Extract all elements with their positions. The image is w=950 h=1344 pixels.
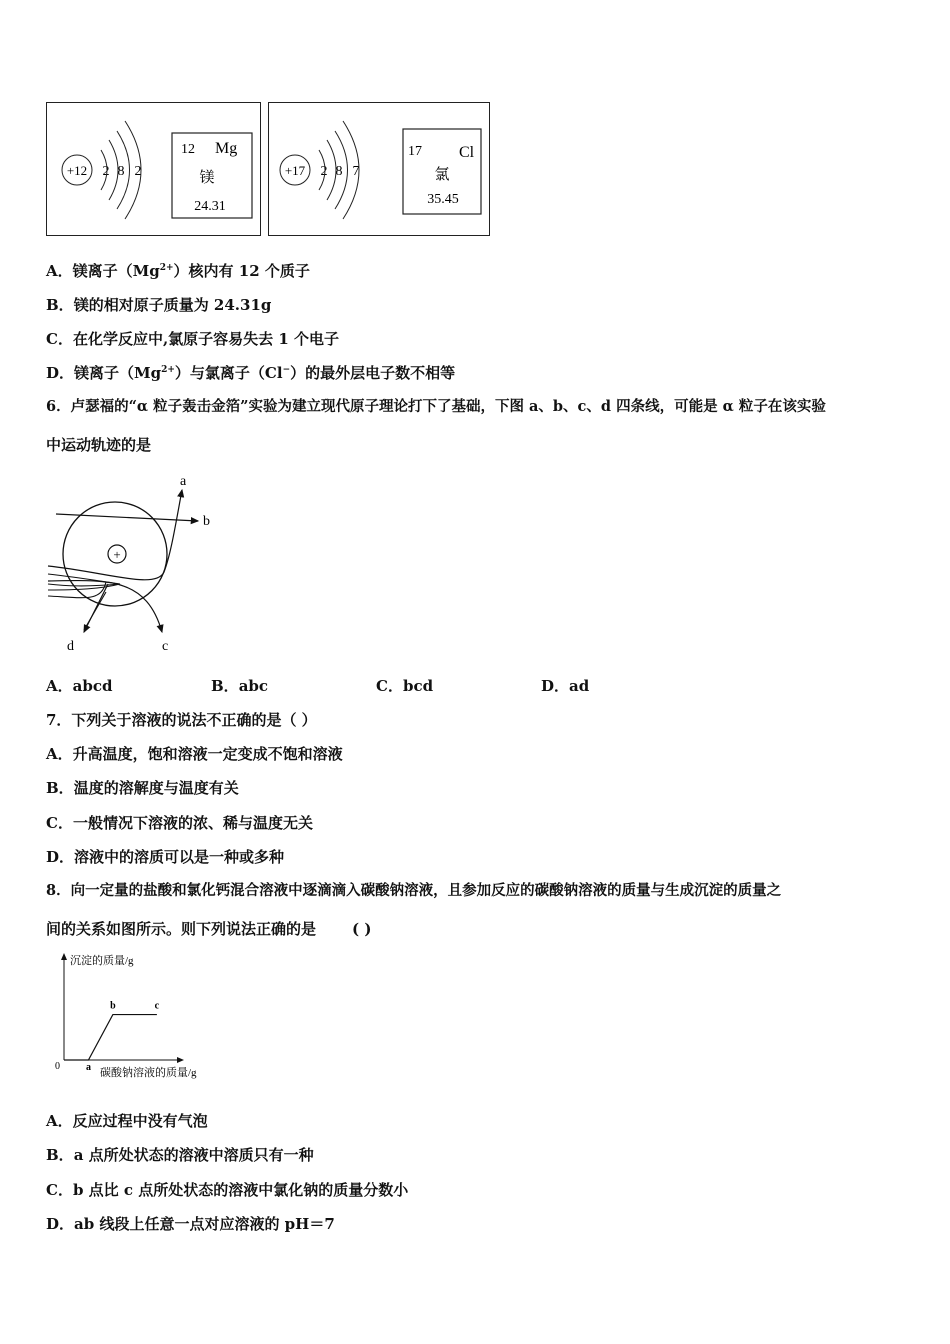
cl-atom-figure (268, 102, 490, 236)
q7-option-a: A．升高温度，饱和溶液一定变成不饱和溶液 (46, 745, 343, 763)
q8-stem-line1: 8．向一定量的盐酸和氯化钙混合溶液中逐滴滴入碳酸钠溶液，且参加反应的碳酸钠溶液的质量与生成沉淀的质量之 (46, 882, 782, 899)
q8-option-b: B．a 点所处状态的溶液中溶质只有一种 (46, 1146, 314, 1164)
mg-shell-2: 8 (117, 164, 125, 179)
cl-shell-3: 7 (352, 164, 360, 179)
q8-option-d: D．ab 线段上任意一点对应溶液的 pH＝7 (46, 1215, 335, 1233)
q5-option-b: B．镁的相对原子质量为 24.31g (46, 296, 272, 314)
cl-shell-1: 2 (320, 164, 328, 179)
trajectory-a (48, 490, 182, 580)
mg-atom-figure (46, 102, 261, 236)
mg-symbol: Mg (215, 140, 238, 157)
precipitate-chart (46, 948, 226, 1083)
q6-stem-line1: 6．卢瑟福的“α 粒子轰击金箔”实验为建立现代原子理论打下了基础，下图 a、b、c、d 四条线，可能是 α 粒子在该实验 (46, 398, 826, 415)
cl-atomic-mass: 35.45 (427, 192, 459, 207)
q8-stem-line2: 间的关系如图所示。则下列说法正确的是 ( ) (46, 920, 372, 938)
cl-symbol: Cl (459, 144, 475, 161)
q6-option-d: D．ad (541, 677, 590, 695)
trajectory-c (48, 581, 162, 632)
mg-name: 镁 (199, 170, 215, 186)
q6-option-c: C．bcd (376, 677, 434, 695)
cl-atom-diagram (269, 103, 489, 235)
precipitate-series-line (64, 1015, 157, 1060)
cl-name: 氯 (434, 167, 450, 183)
nucleus-charge: + (113, 547, 121, 562)
point-labels (86, 1001, 160, 1073)
mg-shell-1: 2 (102, 164, 110, 179)
trajectory-d (84, 584, 108, 632)
q5-option-c: C．在化学反应中,氯原子容易失去 1 个电子 (46, 330, 340, 348)
cl-atomic-number: 17 (408, 144, 422, 159)
point-label-a: a (85, 1062, 91, 1073)
q8-option-c: C．b 点比 c 点所处状态的溶液中氯化钠的质量分数小 (46, 1181, 409, 1199)
alpha-scattering-figure (46, 472, 236, 657)
x-axis-label: 碳酸钠溶液的质量/g (100, 1067, 197, 1079)
label-c: c (162, 639, 169, 654)
q8-option-a: A．反应过程中没有气泡 (46, 1112, 208, 1130)
q7-option-b: B．温度的溶解度与温度有关 (46, 779, 239, 797)
q5-option-d: D．镁离子$(Mg^{2+})$与氯离子（Cl−）的最外层电子数不相等 (46, 364, 456, 382)
origin-label: 0 (55, 1061, 60, 1072)
label-a: a (180, 474, 187, 489)
y-axis-label: 沉淀的质量/g (70, 955, 134, 967)
mg-nucleus-charge: +12 (66, 163, 88, 178)
q6-stem-line2: 中运动轨迹的是 (46, 436, 152, 454)
q6-option-a: A．abcd (46, 677, 113, 695)
mg-atomic-number: 12 (181, 142, 195, 157)
point-label-c: c (154, 1000, 160, 1012)
cl-nucleus-charge: +17 (284, 163, 306, 178)
q7-option-c: C．一般情况下溶液的浓、稀与温度无关 (46, 814, 313, 832)
label-b: b (203, 514, 210, 529)
cl-shell-2: 8 (335, 164, 343, 179)
q6-option-b: B．abc (211, 677, 269, 695)
q7-option-d: D．溶液中的溶质可以是一种或多种 (46, 848, 285, 866)
mg-atomic-mass: 24.31 (194, 199, 226, 214)
label-d: d (67, 639, 74, 654)
q5-option-a: A．镁离子$(Mg^{2+})$核内有 12 个质子 (46, 262, 310, 280)
point-label-b: b (110, 1000, 116, 1012)
q7-stem: 7．下列关于溶液的说法不正确的是（ ） (46, 711, 317, 729)
mg-shell-3: 2 (134, 164, 142, 179)
mg-atom-diagram (47, 103, 260, 235)
